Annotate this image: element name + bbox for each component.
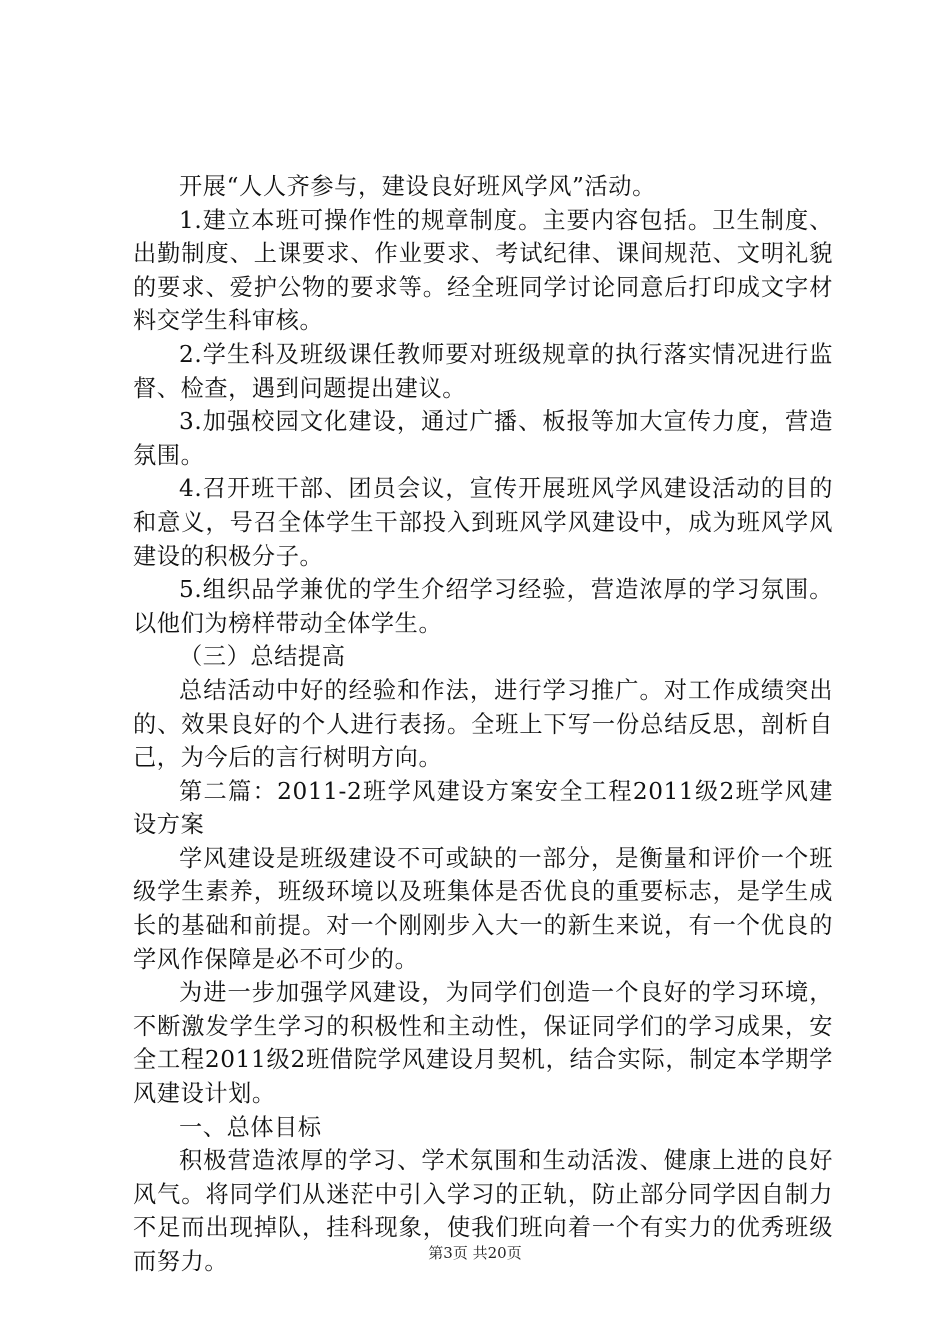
chapter-title-second: 第二篇：2011-2班学风建设方案安全工程2011级2班学风建设方案 — [133, 777, 833, 839]
paragraph-item-2: 2.学生科及班级课任教师要对班级规章的执行落实情况进行监督、检查，遇到问题提出建议。 — [133, 340, 833, 402]
paragraph-plan-purpose: 为进一步加强学风建设，为同学们创造一个良好的学习环境，不断激发学生学习的积极性和主动性，保证同学们的学习成果，安全工程2011级2班借院学风建设月契机，结合实际，制定本学期学风建设计划。 — [133, 979, 833, 1108]
paragraph-activity-intro: 开展“人人齐参与，建设良好班风学风”活动。 — [179, 173, 656, 200]
paragraph-study-style-intro: 学风建设是班级建设不可或缺的一部分，是衡量和评价一个班级学生素养，班级环境以及班集体是否优良的重要标志，是学生成长的基础和前提。对一个刚刚步入大一的新生来说，有一个优良的学风作保障是必不可少的。 — [133, 844, 833, 973]
section-heading-overall-goal: 一、总体目标 — [179, 1113, 322, 1141]
paragraph-summary: 总结活动中好的经验和作法，进行学习推广。对工作成绩突出的、效果良好的个人进行表扬。全班上下写一份总结反思，剖析自己，为今后的言行树明方向。 — [133, 676, 833, 772]
page-number: 第3页 共20页 — [428, 1244, 522, 1262]
document-body — [133, 170, 833, 1279]
section-heading-summary: （三）总结提高 — [179, 643, 346, 671]
paragraph-item-4: 4.召开班干部、团员会议，宣传开展班风学风建设活动的目的和意义，号召全体学生干部投入到班风学风建设中，成为班风学风建设的积极分子。 — [133, 475, 833, 570]
paragraph-item-3: 3.加强校园文化建设，通过广播、板报等加大宣传力度，营造氛围。 — [133, 408, 833, 469]
page-footer — [0, 1243, 950, 1263]
paragraph-overall-goal: 积极营造浓厚的学习、学术氛围和生动活泼、健康上进的良好风气。将同学们从迷茫中引入学习的正轨，防止部分同学因自制力不足而出现掉队，挂科现象，使我们班向着一个有实力的优秀班级而努力。 — [133, 1147, 833, 1275]
paragraph-item-1: 1.建立本班可操作性的规章制度。主要内容包括。卫生制度、出勤制度、上课要求、作业要求、考试纪律、课间规范、文明礼貌的要求、爱护公物的要求等。经全班同学讨论同意后打印成文字材料交学生科审核。 — [133, 206, 833, 335]
paragraph-item-5: 5.组织品学兼优的学生介绍学习经验，营造浓厚的学习氛围。以他们为榜样带动全体学生。 — [133, 576, 833, 637]
